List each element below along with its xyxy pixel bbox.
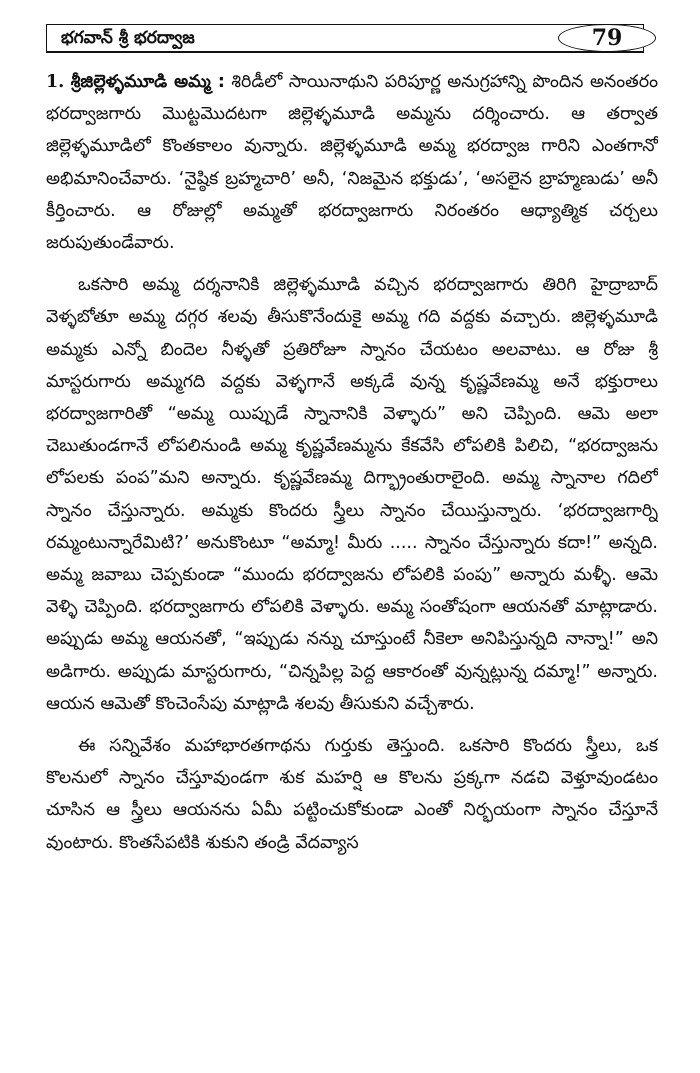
section-1-text: శిరిడీలో సాయినాథుని పరిపూర్ణ అనుగ్రహాన్ని పొందిన అనంతరం భరద్వాజగారు మొట్టమొదటగా జిల్లెళ్ళమూడి అమ్మను దర్శించారు. ఆ తర్వాత జిల్లెళ్ళమూడిలో కొంతకాలం వున్నారు. జిల్లెళ్ళమూడి అమ్మ భరద్వాజ గారిని ఎంతగానో అభిమానించేవారు. ‘నైష్ఠిక బ్రహ్మచారి’ అనీ, ‘నిజమైన భక్తుడు’, ‘అసలైన బ్రాహ్మణుడు’ అనీ కీర్తించారు. ఆ రోజుల్లో అమ్మతో భరద్వాజగారు నిరంతరం ఆధ్యాత్మిక చర్చలు జరుపుతుండేవారు. [46,72,658,254]
body-paragraph-2: ఒకసారి అమ్మ దర్శనానికి జిల్లెళ్ళమూడి వచ్చిన భరద్వాజగారు తిరిగి హైద్రాబాద్ వెళ్ళబోతూ అమ్మ దగ్గర శలవు తీసుకొనేందుకై అమ్మ గది వద్దకు వచ్చారు. జిల్లెళ్ళమూడి అమ్మకు ఎన్నో బిందెల నీళ్ళతో ప్రతిరోజూ స్నానం చేయటం అలవాటు. ఆ రోజు శ్రీ మాస్టరుగారు అమ్మగది వద్దకు వెళ్ళగానే అక్కడే వున్న కృష్ణవేణమ్మ అనే భక్తురాలు భరద్వాజగారితో “అమ్మ యిప్పుడే స్నానానికి వెళ్ళారు” అని చెప్పింది. ఆమె అలా చెబుతుండగానే లోపలినుండి అమ్మ కృష్ణవేణమ్మను కేకవేసి లోపలికి పిలిచి, “భరద్వాజను లోపలకు పంప”మని అన్నారు. కృష్ణవేణమ్మ దిగ్భ్రాంతురాలైంది. అమ్మ స్నానాల గదిలో స్నానం చేస్తున్నారు. అమ్మకు కొందరు స్త్రీలు స్నానం చేయిస్తున్నారు. ‘భరద్వాజగార్ని రమ్మంటున్నారేమిటి?’ అనుకొంటూ “అమ్మా! మీరు ..... స్నానం చేస్తున్నారు కదా!” అన్నది. అమ్మ జవాబు చెప్పకుండా “ముందు భరద్వాజను లోపలికి పంపు” అన్నారు మళ్ళీ. ఆమె వెళ్ళి చెప్పింది. భరద్వాజగారు లోపలికి వెళ్ళారు. అమ్మ సంతోషంగా ఆయనతో మాట్లాడారు. అప్పుడు అమ్మ ఆయనతో, “ఇప్పుడు నన్ను చూస్తుంటే నీకెలా అనిపిస్తున్నది నాన్నా!” అని అడిగారు. అప్పుడు మాస్టరుగారు, “చిన్నపిల్ల పెద్ద ఆకారంతో వున్నట్లున్న దమ్మా!” అన్నారు. ఆయన ఆమెతో కొంచెంసేపు మాట్లాడి శలవు తీసుకుని వచ్చేశారు. [46,275,658,714]
page-body [46,66,658,1056]
page-number-oval [558,24,656,52]
book-title: భగవాన్ శ్రీ భరద్వాజ [61,28,195,48]
section-number: 1. [46,72,65,92]
body-paragraph-3: ఈ సన్నివేశం మహాభారతగాథను గుర్తుకు తెస్తుంది. ఒకసారి కొందరు స్త్రీలు, ఒక కొలనులో స్నానం చేస్తూవుండగా శుక మహర్షి ఆ కొలను ప్రక్కగా నడచి వెళ్తూవుండటం చూసిన ఆ స్త్రీలు ఆయనను ఏమీ పట్టించుకోకుండా ఎంతో నిర్భయంగా స్నానం చేస్తూనే వుంటారు. కొంతసేపటికి శుకుని తండ్రి వేదవ్యాస [46,736,658,853]
section-heading: శ్రీజిల్లెళ్ళమూడి అమ్మ : [70,72,225,92]
header-frame [46,24,644,53]
page-number: 79 [591,25,623,51]
section-1-paragraph [46,66,658,259]
running-header [46,24,660,54]
